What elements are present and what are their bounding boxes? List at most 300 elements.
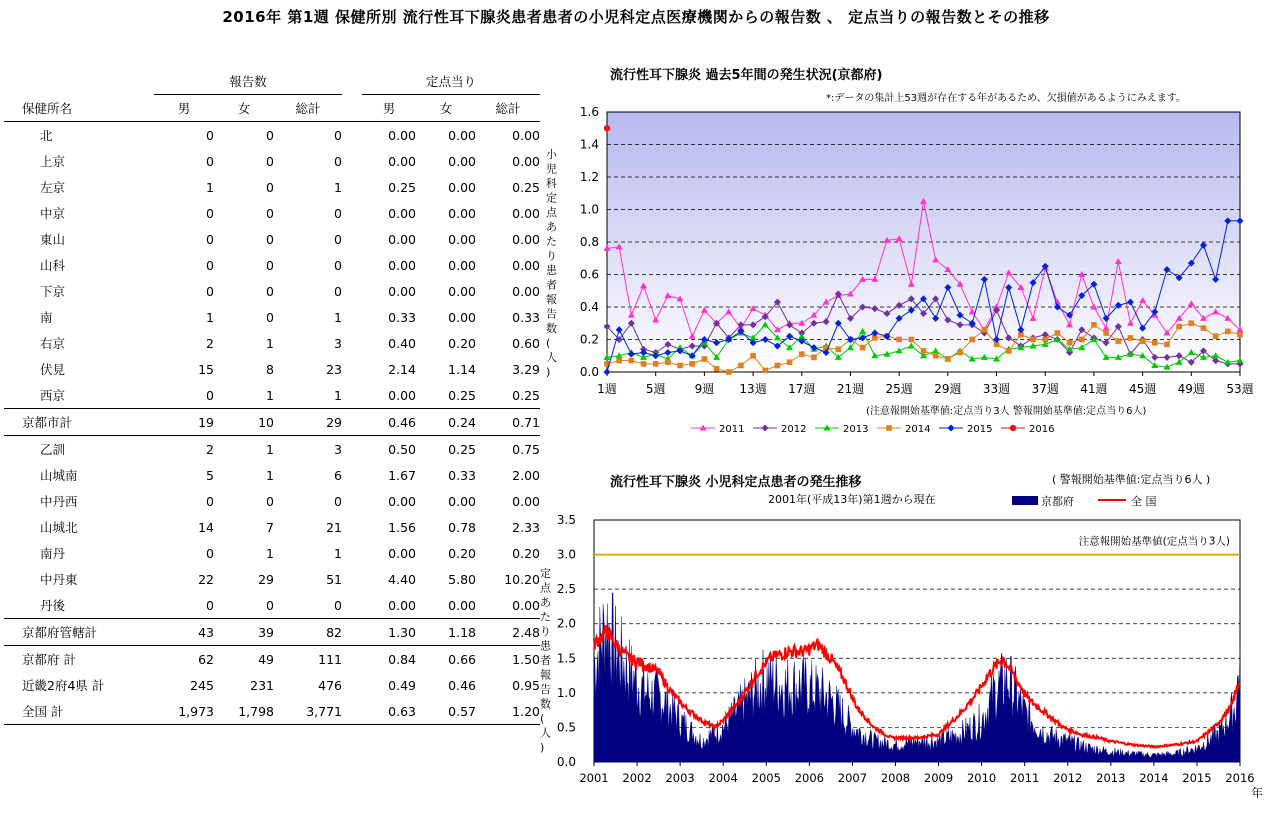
table-row bbox=[4, 330, 540, 356]
chart2-ytick-label: 2.5 bbox=[556, 582, 576, 597]
chart1-xtick-label: 49週 bbox=[1177, 382, 1205, 396]
chart1-data-point bbox=[616, 358, 622, 364]
cell-name: 南丹 bbox=[40, 546, 66, 561]
cell-value: 1.18 bbox=[416, 619, 476, 646]
cell-value: 0.33 bbox=[448, 467, 476, 483]
cell-name: 全国 計 bbox=[4, 698, 154, 725]
cell-value: 1 bbox=[334, 387, 342, 403]
cell-value: 1.14 bbox=[448, 361, 476, 377]
cell-value: 0.00 bbox=[448, 205, 476, 221]
chart1-data-point bbox=[835, 346, 841, 352]
chart2-xtick-label: 2002 bbox=[622, 771, 652, 785]
cell-value: 0.84 bbox=[362, 646, 416, 673]
cell-value: 2.00 bbox=[512, 467, 540, 483]
cell-value: 1.30 bbox=[362, 619, 416, 646]
cell-value: 0.25 bbox=[416, 436, 476, 463]
cell-name: 右京 bbox=[40, 336, 66, 351]
chart1-ytick-label: 1.0 bbox=[579, 202, 599, 217]
chart1-data-point bbox=[1055, 330, 1061, 336]
chart1-data-point bbox=[909, 337, 915, 343]
cell-value: 1 bbox=[266, 545, 274, 561]
table-row bbox=[4, 252, 540, 278]
col-header-total: 総計 bbox=[274, 95, 342, 122]
cell-value: 2 bbox=[206, 335, 214, 351]
legend-swatch-marker bbox=[1010, 425, 1016, 431]
table-row bbox=[4, 382, 540, 409]
cell-name: 乙訓 bbox=[4, 436, 154, 463]
chart1-ytick-label: 1.6 bbox=[579, 105, 599, 119]
report-table bbox=[4, 68, 540, 725]
cell-value: 0 bbox=[334, 283, 342, 299]
cell-value: 0.00 bbox=[388, 153, 416, 169]
cell-value: 23 bbox=[326, 361, 342, 377]
cell-value: 0.00 bbox=[388, 387, 416, 403]
chart2-xtick-label: 2001 bbox=[579, 771, 609, 785]
cell-value: 0.00 bbox=[388, 597, 416, 613]
cell-value: 0 bbox=[206, 127, 214, 143]
table-row bbox=[4, 304, 540, 330]
table-row bbox=[4, 122, 540, 149]
cell-value: 0 bbox=[206, 231, 214, 247]
chart1-data-point bbox=[1201, 325, 1207, 331]
cell-value: 0.00 bbox=[512, 257, 540, 273]
col-header-male-rate: 男 bbox=[362, 95, 416, 122]
cell-value: 2 bbox=[154, 436, 214, 463]
chart1-data-point bbox=[1164, 342, 1170, 348]
cell-value: 1 bbox=[334, 309, 342, 325]
chart1-ytick-label: 0.4 bbox=[579, 300, 599, 314]
cell-value: 1 bbox=[206, 309, 214, 325]
cell-value: 21 bbox=[326, 519, 342, 535]
legend-label: 2013 bbox=[843, 424, 869, 435]
cell-value: 0.57 bbox=[416, 698, 476, 725]
cell-name: 南 bbox=[40, 310, 53, 325]
chart2-xtick-label: 2006 bbox=[794, 771, 824, 785]
group-header-per-site: 定点当り bbox=[362, 68, 540, 95]
chart2-legend-item bbox=[1098, 494, 1157, 508]
chart1-xtick-label: 5週 bbox=[645, 382, 666, 396]
cell-name: 左京 bbox=[40, 180, 66, 195]
cell-value: 3 bbox=[334, 335, 342, 351]
chart1-ytick-label: 0.6 bbox=[579, 267, 599, 282]
table-row bbox=[4, 200, 540, 226]
cell-value: 0 bbox=[266, 493, 274, 509]
cell-value: 0.00 bbox=[448, 257, 476, 273]
chart1-xtick-label: 25週 bbox=[885, 382, 913, 396]
legend-label: 全 国 bbox=[1131, 495, 1157, 508]
chart1-data-point bbox=[799, 351, 805, 357]
cell-value: 22 bbox=[198, 571, 214, 587]
cell-value: 5.80 bbox=[448, 571, 476, 587]
trend-area-chart bbox=[526, 462, 1272, 823]
cell-value: 0.00 bbox=[512, 205, 540, 221]
chart1-legend-item bbox=[939, 424, 992, 435]
cell-value: 0.00 bbox=[388, 231, 416, 247]
page-title: 2016年 第1週 保健所別 流行性耳下腺炎患者患者の小児科定点医療機関からの報告数 、 定点当りの報告数とその推移 bbox=[222, 8, 1050, 26]
chart1-legend-item bbox=[877, 424, 930, 435]
chart1-data-point bbox=[933, 353, 939, 359]
cell-value: 0.00 bbox=[388, 257, 416, 273]
cell-value: 0.00 bbox=[388, 127, 416, 143]
cell-name: 中京 bbox=[40, 206, 66, 221]
group-header-counts: 報告数 bbox=[154, 68, 342, 95]
cell-value: 0.71 bbox=[476, 409, 540, 436]
cell-value: 0 bbox=[334, 231, 342, 247]
chart1-data-point bbox=[702, 356, 708, 362]
cell-name: 中丹西 bbox=[40, 494, 78, 509]
cell-value: 29 bbox=[258, 571, 274, 587]
chart1-data-point bbox=[921, 348, 927, 354]
cell-value: 0.00 bbox=[448, 231, 476, 247]
cell-value: 49 bbox=[214, 646, 274, 673]
chart2-xtick-label: 2010 bbox=[966, 771, 997, 785]
cell-value: 0 bbox=[206, 257, 214, 273]
cell-value: 0.00 bbox=[512, 127, 540, 143]
chart2-ytick-label: 0.5 bbox=[556, 720, 576, 735]
chart2-ytick-label: 3.0 bbox=[556, 547, 576, 562]
cell-value: 0 bbox=[334, 257, 342, 273]
table-row bbox=[4, 174, 540, 200]
chart1-threshold-note: (注意報開始基準値:定点当り3人 警報開始基準値:定点当り6人) bbox=[866, 406, 1147, 417]
cell-value: 0.00 bbox=[448, 179, 476, 195]
cell-value: 43 bbox=[154, 619, 214, 646]
legend-swatch-marker bbox=[762, 425, 769, 432]
cell-value: 39 bbox=[214, 619, 274, 646]
chart1-xtick-label: 17週 bbox=[788, 382, 816, 396]
cell-value: 1 bbox=[266, 467, 274, 483]
chart1-data-point bbox=[604, 125, 610, 131]
table-row bbox=[4, 409, 540, 436]
cell-name: 山科 bbox=[40, 258, 66, 273]
cell-value: 0.20 bbox=[448, 545, 476, 561]
chart2-xtick-label: 2014 bbox=[1139, 771, 1169, 785]
cell-value: 0 bbox=[266, 153, 274, 169]
chart1-data-point bbox=[1030, 337, 1036, 343]
chart1-series-2016 bbox=[604, 125, 610, 131]
cell-value: 2.48 bbox=[476, 619, 540, 646]
cell-name: 京都府 計 bbox=[4, 646, 154, 673]
cell-value: 0 bbox=[206, 205, 214, 221]
weekly-line-chart bbox=[526, 58, 1272, 448]
cell-value: 8 bbox=[266, 361, 274, 377]
cell-value: 0.00 bbox=[448, 283, 476, 299]
table-row bbox=[4, 646, 540, 673]
cell-value: 1 bbox=[214, 436, 274, 463]
table-row bbox=[4, 278, 540, 304]
chart2-ytick-label: 3.5 bbox=[556, 513, 576, 527]
cell-value: 1 bbox=[334, 545, 342, 561]
chart2-xtick-label: 2009 bbox=[923, 771, 954, 785]
chart1-legend-item bbox=[815, 424, 868, 435]
chart2-xtick-label: 2005 bbox=[751, 771, 781, 785]
cell-value: 0.25 bbox=[388, 179, 416, 195]
legend-label: 2014 bbox=[905, 424, 931, 435]
cell-value: 2.33 bbox=[512, 519, 540, 535]
chart1-data-point bbox=[1176, 324, 1182, 330]
cell-value: 0.25 bbox=[512, 387, 540, 403]
chart1-xtick-label: 45週 bbox=[1128, 382, 1157, 396]
cell-value: 29 bbox=[274, 409, 342, 436]
chart1-data-point bbox=[860, 345, 866, 351]
cell-name: 西京 bbox=[40, 388, 66, 403]
cell-name: 山城北 bbox=[40, 520, 78, 535]
cell-value: 6 bbox=[334, 467, 342, 483]
chart1-data-point bbox=[738, 363, 744, 369]
cell-value: 0.46 bbox=[448, 677, 476, 693]
cell-value: 245 bbox=[190, 677, 214, 693]
cell-value: 1.56 bbox=[388, 519, 416, 535]
cell-value: 14 bbox=[198, 519, 214, 535]
cell-value: 0.95 bbox=[512, 677, 540, 693]
chart2-xtick-label: 2003 bbox=[665, 771, 695, 785]
cell-value: 0.00 bbox=[388, 545, 416, 561]
table-row bbox=[4, 514, 540, 540]
chart1-data-point bbox=[1067, 340, 1073, 346]
chart2-xtick-label: 2013 bbox=[1096, 771, 1126, 785]
cell-value: 0 bbox=[334, 153, 342, 169]
cell-value: 10.20 bbox=[504, 571, 540, 587]
col-header-female: 女 bbox=[214, 95, 274, 122]
cell-value: 0 bbox=[334, 127, 342, 143]
cell-value: 0 bbox=[266, 127, 274, 143]
table-row bbox=[4, 226, 540, 252]
cell-value: 1.50 bbox=[476, 646, 540, 673]
table-row bbox=[4, 488, 540, 514]
chart2-ytick-label: 1.0 bbox=[556, 685, 576, 700]
cell-value: 0 bbox=[266, 231, 274, 247]
cell-value: 0 bbox=[266, 283, 274, 299]
cell-value: 1 bbox=[266, 335, 274, 351]
cell-name: 京都府管轄計 bbox=[4, 619, 154, 646]
chart1-data-point bbox=[641, 361, 647, 367]
legend-swatch-area bbox=[1012, 496, 1038, 505]
cell-value: 0.20 bbox=[512, 545, 540, 561]
cell-value: 0.33 bbox=[512, 309, 540, 325]
chart1-data-point bbox=[896, 337, 902, 343]
legend-label: 2012 bbox=[781, 424, 807, 435]
cell-value: 0 bbox=[206, 545, 214, 561]
cell-name: 北 bbox=[40, 128, 53, 143]
cell-value: 0.00 bbox=[448, 153, 476, 169]
chart1-xtick-label: 37週 bbox=[1031, 382, 1059, 396]
cell-value: 0.63 bbox=[362, 698, 416, 725]
cell-name: 下京 bbox=[40, 284, 66, 299]
chart1-data-point bbox=[750, 353, 756, 359]
cell-value: 111 bbox=[274, 646, 342, 673]
chart2-xtick-label: 2011 bbox=[1010, 771, 1040, 785]
chart2-xlabel: 年 bbox=[1251, 786, 1264, 800]
cell-value: 0.50 bbox=[362, 436, 416, 463]
chart1-data-point bbox=[1079, 337, 1085, 343]
cell-value: 0.60 bbox=[512, 335, 540, 351]
chart1-data-point bbox=[1152, 340, 1158, 346]
cell-value: 1 bbox=[206, 179, 214, 195]
table-row bbox=[4, 462, 540, 488]
chart2-legend-item bbox=[1012, 494, 1074, 508]
cell-value: 62 bbox=[154, 646, 214, 673]
cell-value: 0.20 bbox=[448, 335, 476, 351]
cell-value: 0 bbox=[334, 493, 342, 509]
chart2-ytick-label: 0.0 bbox=[556, 755, 576, 769]
chart1-legend-item bbox=[691, 424, 744, 435]
chart2-xtick-label: 2008 bbox=[880, 771, 911, 785]
cell-value: 5 bbox=[206, 467, 214, 483]
cell-value: 3 bbox=[274, 436, 342, 463]
table-row bbox=[4, 148, 540, 174]
chart1-data-point bbox=[1115, 338, 1121, 344]
cell-value: 0 bbox=[266, 179, 274, 195]
cell-value: 3,771 bbox=[274, 698, 342, 725]
cell-name: 近畿2府4県 計 bbox=[22, 678, 105, 693]
cell-name: 中丹東 bbox=[40, 572, 78, 587]
chart1-xtick-label: 21週 bbox=[836, 382, 865, 396]
cell-name: 東山 bbox=[40, 232, 66, 247]
chart1-data-point bbox=[787, 359, 793, 365]
chart1-xtick-label: 1週 bbox=[597, 382, 617, 396]
chart1-note: *:データの集計上53週が存在する年があるため、欠損値があるようにみえます。 bbox=[826, 93, 1186, 104]
chart2-title: 流行性耳下腺炎 小児科定点患者の発生推移 bbox=[610, 475, 862, 490]
chart2-ytick-label: 2.0 bbox=[556, 616, 576, 631]
chart1-title: 流行性耳下腺炎 過去5年間の発生状況(京都府) bbox=[610, 68, 883, 83]
cell-name: 上京 bbox=[40, 154, 66, 169]
chart1-data-point bbox=[653, 361, 659, 367]
cell-value: 0.00 bbox=[512, 493, 540, 509]
cell-value: 0.00 bbox=[448, 597, 476, 613]
col-header-female-rate: 女 bbox=[416, 95, 476, 122]
cell-value: 0.00 bbox=[448, 493, 476, 509]
table-row bbox=[4, 672, 540, 698]
cell-value: 0.24 bbox=[416, 409, 476, 436]
col-header-name: 保健所名 bbox=[4, 95, 154, 122]
cell-value: 1,798 bbox=[214, 698, 274, 725]
chart1-ytick-label: 0.2 bbox=[579, 332, 599, 347]
table-row bbox=[4, 540, 540, 566]
cell-value: 82 bbox=[274, 619, 342, 646]
cell-value: 0.00 bbox=[512, 231, 540, 247]
cell-value: 0.49 bbox=[388, 677, 416, 693]
chart1-data-point bbox=[1103, 330, 1109, 336]
chart1-xtick-label: 53週 bbox=[1226, 382, 1254, 396]
cell-name: 丹後 bbox=[40, 598, 66, 613]
cell-value: 0 bbox=[334, 597, 342, 613]
chart1-data-point bbox=[1237, 332, 1243, 338]
chart1-ytick-label: 1.2 bbox=[579, 170, 599, 184]
chart1-xtick-label: 41週 bbox=[1080, 382, 1108, 396]
cell-value: 0 bbox=[206, 493, 214, 509]
chart2-xtick-label: 2004 bbox=[708, 771, 738, 785]
table-row bbox=[4, 592, 540, 619]
cell-value: 0.33 bbox=[388, 309, 416, 325]
chart1-data-point bbox=[762, 368, 768, 374]
cell-value: 0.00 bbox=[512, 153, 540, 169]
cell-name: 伏見 bbox=[40, 362, 66, 377]
chart1-ytick-label: 1.4 bbox=[579, 137, 599, 152]
chart1-data-point bbox=[775, 363, 781, 369]
chart1-data-point bbox=[1091, 322, 1097, 328]
cell-value: 0 bbox=[206, 153, 214, 169]
cell-value: 0.25 bbox=[512, 179, 540, 195]
legend-label: 京都府 bbox=[1041, 495, 1074, 508]
chart2-xtick-label: 2007 bbox=[837, 771, 868, 785]
cell-value: 0.25 bbox=[448, 387, 476, 403]
cell-value: 0 bbox=[266, 597, 274, 613]
chart1-data-point bbox=[945, 356, 951, 362]
cell-value: 231 bbox=[250, 677, 274, 693]
chart1-ytick-label: 0.8 bbox=[579, 235, 599, 249]
cell-value: 0.00 bbox=[512, 597, 540, 613]
legend-label: 2015 bbox=[967, 424, 993, 435]
chart2-ylabel: 定点あたり患者報告数(人) bbox=[540, 567, 551, 754]
cell-value: 1.20 bbox=[476, 698, 540, 725]
table-row bbox=[4, 566, 540, 592]
cell-value: 0 bbox=[266, 205, 274, 221]
cell-value: 0.40 bbox=[388, 335, 416, 351]
chart1-ylabel: 小児科定点あたり患者報告数(人) bbox=[546, 148, 557, 379]
col-header-male: 男 bbox=[154, 95, 214, 122]
cell-value: 0 bbox=[334, 205, 342, 221]
chart2-xtick-label: 2016 bbox=[1225, 771, 1255, 785]
chart1-legend-item bbox=[753, 424, 806, 435]
chart1-data-point bbox=[677, 363, 683, 369]
cell-value: 0 bbox=[206, 597, 214, 613]
table-row bbox=[4, 356, 540, 382]
cell-value: 0.00 bbox=[448, 127, 476, 143]
cell-name: 京都市計 bbox=[4, 409, 154, 436]
legend-swatch-marker bbox=[886, 425, 892, 431]
cell-value: 1 bbox=[266, 387, 274, 403]
cell-value: 0.00 bbox=[388, 283, 416, 299]
chart1-xtick-label: 13週 bbox=[739, 382, 767, 396]
cell-value: 0.00 bbox=[512, 283, 540, 299]
chart1-legend-item bbox=[1001, 424, 1054, 435]
cell-value: 19 bbox=[154, 409, 214, 436]
cell-value: 10 bbox=[214, 409, 274, 436]
table-row bbox=[4, 619, 540, 646]
chart1-data-point bbox=[1006, 348, 1012, 354]
chart1-ytick-label: 0.0 bbox=[579, 365, 599, 379]
cell-name: 山城南 bbox=[40, 468, 78, 483]
cell-value: 0 bbox=[206, 283, 214, 299]
col-header-total-rate: 総計 bbox=[476, 95, 540, 122]
chart1-xtick-label: 29週 bbox=[934, 382, 962, 396]
table-row bbox=[4, 698, 540, 725]
chart1-data-point bbox=[811, 355, 817, 361]
cell-value: 7 bbox=[266, 519, 274, 535]
cell-value: 0.00 bbox=[388, 493, 416, 509]
cell-value: 2.14 bbox=[388, 361, 416, 377]
cell-value: 0.46 bbox=[362, 409, 416, 436]
table-row bbox=[4, 436, 540, 463]
chart2-ytick-label: 1.5 bbox=[556, 651, 576, 666]
chart1-data-point bbox=[1189, 320, 1195, 326]
cell-value: 3.29 bbox=[512, 361, 540, 377]
chart1-data-point bbox=[1042, 337, 1048, 343]
legend-swatch-marker bbox=[948, 425, 955, 432]
cell-value: 0.66 bbox=[416, 646, 476, 673]
cell-value: 476 bbox=[318, 677, 342, 693]
cell-value: 0 bbox=[266, 309, 274, 325]
chart1-data-point bbox=[982, 327, 988, 333]
chart1-data-point bbox=[1213, 333, 1219, 339]
chart2-alert-label: ( 警報開始基準値:定点当り6人 ) bbox=[1052, 473, 1211, 486]
chart2-xtick-label: 2012 bbox=[1053, 771, 1083, 785]
chart2-xtick-label: 2015 bbox=[1182, 771, 1212, 785]
cell-value: 4.40 bbox=[388, 571, 416, 587]
cell-value: 1 bbox=[334, 179, 342, 195]
chart1-data-point bbox=[1225, 329, 1231, 335]
cell-value: 0 bbox=[266, 257, 274, 273]
chart1-xtick-label: 33週 bbox=[982, 382, 1011, 396]
